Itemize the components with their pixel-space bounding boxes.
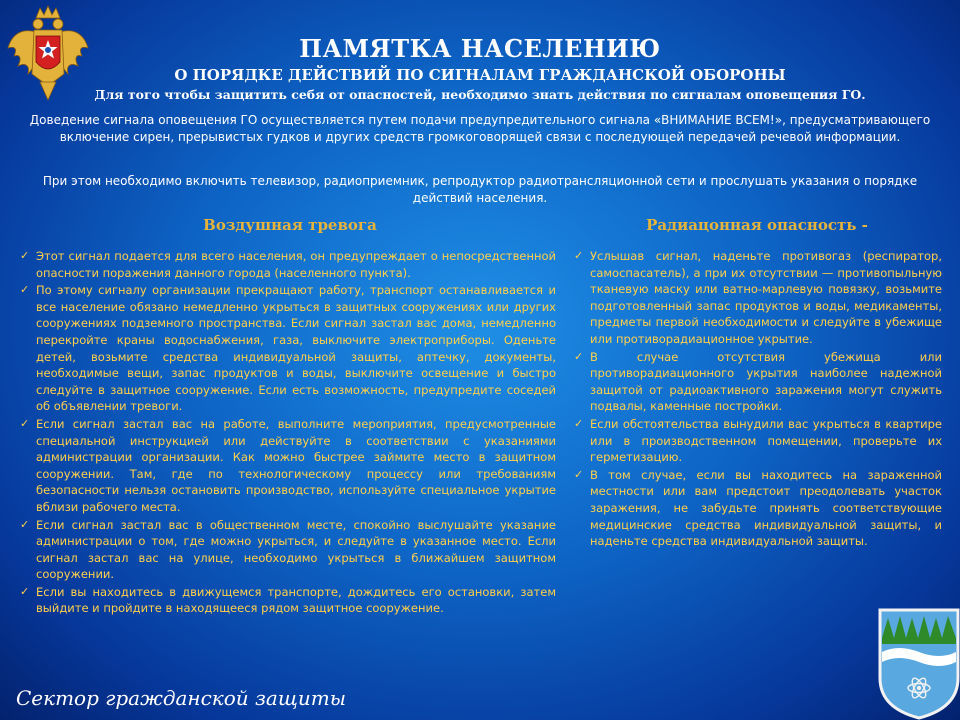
list-item: ✓ В том случае, если вы находитесь на зараженной местности или вам предстоит преодолевать участок заражения, не забудьте принять соответствующие медицинские средства индивидуальной защиты, и наденьте средства индивидуальной защиты.: [574, 467, 942, 549]
checkmark-icon: ✓: [20, 416, 30, 430]
checkmark-icon: ✓: [20, 584, 30, 598]
checkmark-icon: ✓: [574, 416, 584, 430]
air-alarm-list: [20, 248, 556, 618]
radiation-list: [574, 248, 942, 551]
list-item: ✓ По этому сигналу организации прекращают работу, транспорт останавливается и все население обязано немедленно укрыться в защитных сооружениях или других сооружениях подземного пространства. Если сигнал застал вас дома, немедленно перекройте краны водоснабжения, газа, выключите электроприборы. Оденьте детей, возьмите средства индивидуальной защиты, аптечку, документы, необходимые вещи, запас продуктов и воды, выключите освещение и быстро следуйте в защитное сооружение. Если есть возможность, предупредите соседей об объявлении тревоги.: [20, 283, 556, 414]
list-item: ✓ Услышав сигнал, наденьте противогаз (респиратор, самоспасатель), а при их отсутствии — противопыльную тканевую маску или ватно-марлевую повязку, возьмите подготовленный запас продуктов и воды, медикаменты, предметы первой необходимости и следуйте в убежище или противорадиационное укрытие.: [574, 249, 942, 346]
list-item: ✓ Если сигнал застал вас на работе, выполните мероприятия, предусмотренные специальной инструкцией или действуйте в соответствии с указаниями администрации организации. Как можно быстрее займите место в защитном сооружении. Там, где по технологическому процессу или требованиям безопасности нельзя остановить производство, используйте специальное укрытие вблизи рабочего места.: [20, 416, 556, 514]
checkmark-icon: ✓: [574, 249, 584, 262]
list-item: ✓ Этот сигнал подается для всего населения, он предупреждает о непосредственной опасности поражения данного города (населенного пункта).: [20, 249, 556, 280]
checkmark-icon: ✓: [20, 283, 30, 297]
radiation-heading: Радиацонная опасность -: [646, 216, 868, 234]
air-alarm-heading: Воздушная тревога: [203, 216, 377, 234]
footer-label: Сектор гражданской защиты: [16, 686, 346, 710]
list-item: ✓ Если обстоятельства вынудили вас укрыться в квартире или в производственном помещении, проверьте их герметизацию.: [574, 416, 942, 465]
checkmark-icon: ✓: [574, 349, 584, 363]
list-item: ✓ Если вы находитесь в движущемся транспорте, дождитесь его остановки, затем выйдите и пройдите в находящееся рядом защитное сооружение.: [20, 584, 556, 616]
checkmark-icon: ✓: [20, 249, 30, 262]
checkmark-icon: ✓: [20, 517, 30, 531]
intro-text: Для того чтобы защитить себя от опасностей, необходимо знать действия по сигналам оповещения ГО.: [94, 87, 866, 102]
list-item: ✓ Если сигнал застал вас в общественном месте, спокойно выслушайте указание администрации о том, где можно укрыться, и следуйте в указанное место. Если сигнал застал вас на улице, необходимо укрыться в ближайшем защитном сооружении.: [20, 517, 556, 582]
list-item: ✓ В случае отсутствия убежища или противорадиационного укрытия наиболее надежной защитой от радиоактивного заражения могут служить подвалы, каменные постройки.: [574, 349, 942, 414]
instructions-paragraph: При этом необходимо включить телевизор, радиоприемник, репродуктор радиотрансляционной сети и прослушать указания о порядке действий населения.: [42, 174, 918, 205]
checkmark-icon: ✓: [574, 467, 584, 481]
warning-signal-paragraph: Доведение сигнала оповещения ГО осуществляется путем подачи предупредительного сигнала «ВНИМАНИЕ ВСЕМ!», предусматривающего включение сирен, прерывистых гудков и других средств громкоговорящей связи с последующей передачей речевой информации.: [29, 113, 931, 144]
coat-of-arms-icon: [878, 608, 960, 720]
page-subtitle: О ПОРЯДКЕ ДЕЙСТВИЙ ПО СИГНАЛАМ ГРАЖДАНСКОЙ ОБОРОНЫ: [174, 66, 786, 84]
page-title: ПАМЯТКА НАСЕЛЕНИЮ: [299, 34, 661, 63]
